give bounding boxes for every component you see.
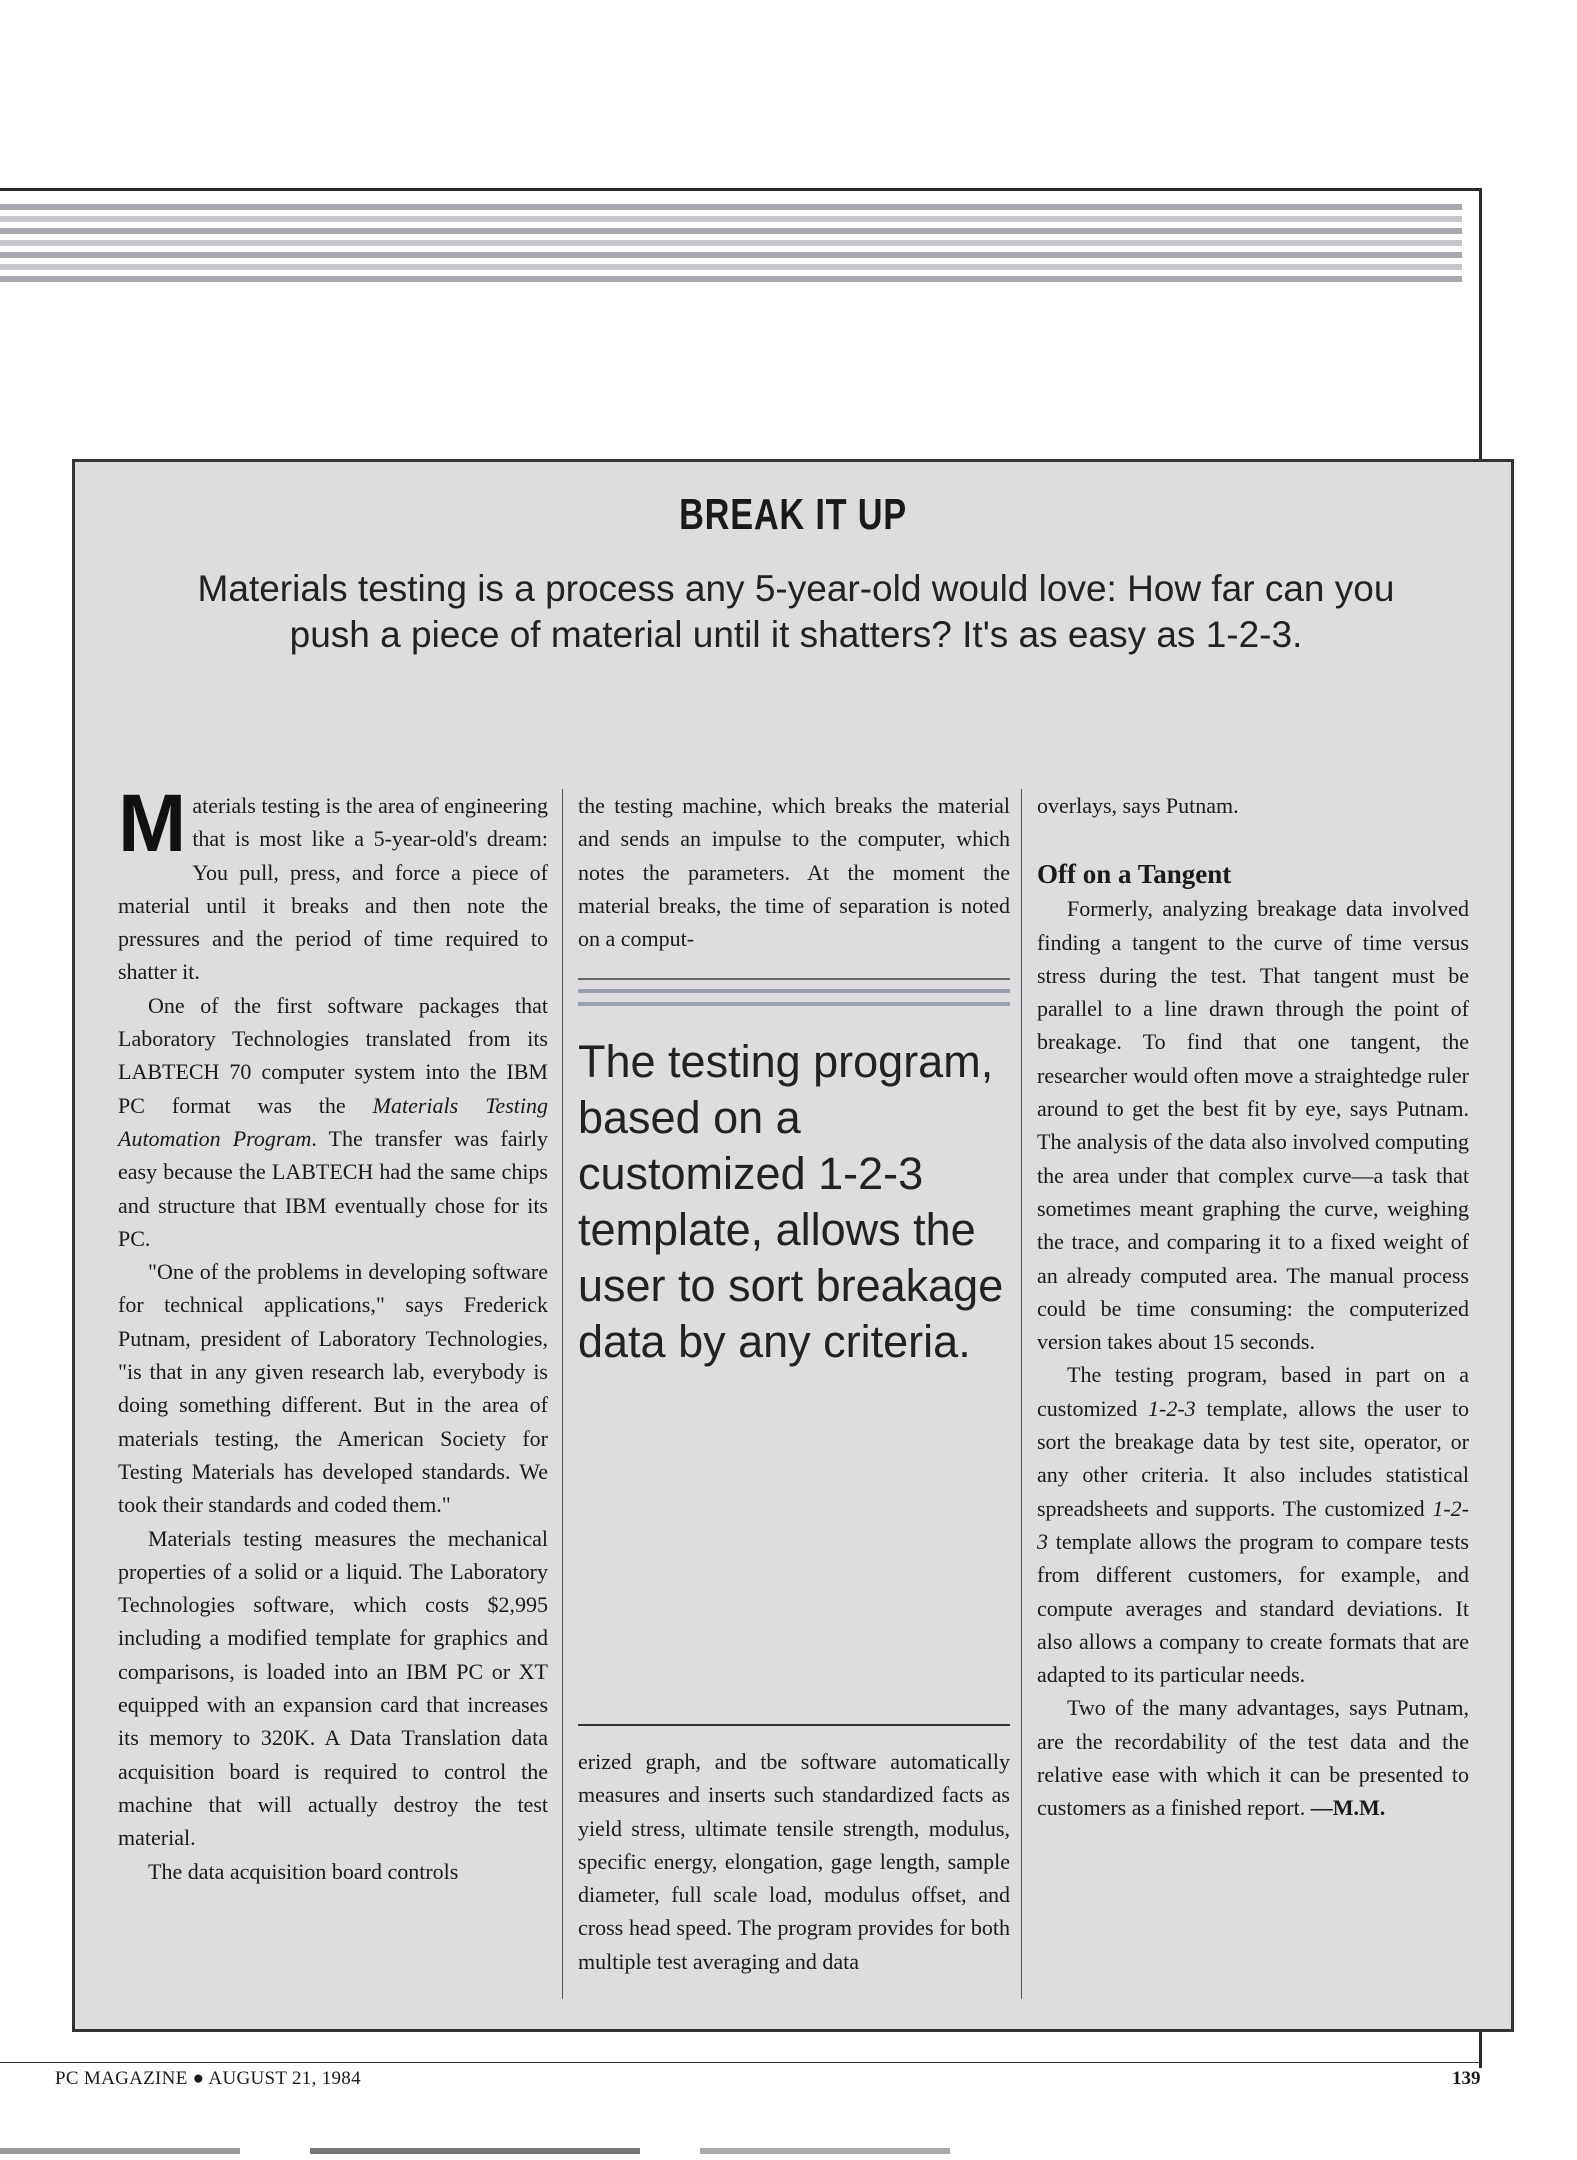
header-stripes — [0, 204, 1462, 288]
subhead: Off on a Tangent — [1037, 859, 1232, 890]
bottom-mark-2 — [310, 2148, 640, 2154]
col1-paragraph-2: One of the first software packages that Laboratory Technologies translated from its LABTECH 70 computer system into the IBM PC format was the Materials Testing Automation Program. The transfer was fairly easy because the LABTECH had the same chips and structure that IBM eventually chose for its PC. — [118, 992, 549, 1251]
col3-paragraph-3: Two of the many advantages, says Putnam, are the recordability of the test data and the relative ease with which it can be presented to customers as a finished report. —M.M. — [1037, 1695, 1469, 1821]
col2-paragraph-bottom: erized graph, and tbe software automatically measures and inserts such standardized facts as yield stress, ultimate tensile strength, modulus, specific energy, elongation, gage length, sample diameter, full scale load, modulus offset, and cross head speed. The program provides for both multiple test averaging and data — [578, 1749, 1010, 1974]
program-name: Materials Testing Automation Program — [118, 1092, 548, 1151]
bottom-mark-3 — [700, 2148, 950, 2154]
pullquote-rules — [578, 978, 1010, 1034]
col1-paragraph-3: "One of the problems in developing software for technical applications," says Frederick Putnam, president of Laboratory Technologies, "is that in any given research lab, everybody is doing something different. But in the area of materials testing, the American Society for Testing Materials has developed standards. We took their standards and coded them." — [118, 1259, 548, 1518]
column-1 — [118, 778, 549, 1888]
drop-cap: M — [118, 778, 187, 869]
sidebar-title: BREAK IT UP — [679, 490, 907, 539]
sidebar-deck: Materials testing is a process any 5-year-old would love: How far can you push a piece of material until it shatters? It's as easy as 1-2-3. — [197, 568, 1395, 655]
footer-rule — [0, 2062, 1482, 2063]
bottom-mark-1 — [0, 2148, 240, 2154]
col3-paragraph-0: overlays, says Putnam. — [1037, 793, 1239, 818]
col3-paragraph-1: Formerly, analyzing breakage data involved finding a tangent to the curve of time versus stress during the test. That tangent must be parallel to a line drawn through the point of breakage. To find that one tangent, the researcher would often move a straightedge ruler around to get the best fit by eye, says Putnam. The analysis of the data also involved computing the area under that complex curve—a task that sometimes meant graphing the curve, weighing the trace, and comparing it to a fixed weight of an already computed area. The manual process could be time consuming: the computerized version takes about 15 seconds. — [1037, 896, 1469, 1355]
col2-paragraph-top: the testing machine, which breaks the material and sends an impulse to the computer, which notes the parameters. At the moment the material breaks, the time of separation is noted on a comput- — [578, 793, 1010, 952]
column-rule-1 — [562, 789, 563, 1999]
author-signoff: —M.M. — [1305, 1795, 1386, 1821]
column-2-bottom — [578, 1745, 1010, 1978]
col1-paragraph-4: Materials testing measures the mechanical properties of a solid or a liquid. The Laboratory Technologies software, which costs $2,995 including a modified template for graphics and comparisons, is loaded into an IBM PC or XT equipped with an expansion card that increases its memory to 320K. A Data Translation data acquisition board is required to control the machine that will actually destroy the test material. — [118, 1525, 548, 1851]
footer-publication: PC MAGAZINE ● AUGUST 21, 1984 — [55, 2068, 361, 2089]
page-number: 139 — [1452, 2068, 1481, 2089]
col1-paragraph-5: The data acquisition board controls — [148, 1858, 459, 1884]
pullquote-bottom-rule — [578, 1724, 1010, 1726]
column-rule-2 — [1021, 789, 1022, 1999]
pullquote: The testing program, based on a customized 1-2-3 template, allows the user to sort breakage data by any criteria. — [578, 1036, 1004, 1367]
column-3 — [1037, 789, 1469, 1825]
frame-top-rule — [0, 188, 1482, 191]
sidebar-box — [72, 459, 1514, 2032]
col1-paragraph-1: Materials testing is the area of engineering that is most like a 5-year-old's dream: You pull, press, and force a piece of material until it breaks and then note the pressures and the period of time required to shatter it. — [118, 778, 548, 985]
col3-paragraph-2: The testing program, based in part on a customized 1-2-3 template, allows the user to sort the breakage data by test site, operator, or any other criteria. It also includes statistical spreadsheets and supports. The customized 1-2-3 template allows the program to compare tests from different customers, for example, and compute averages and standard deviations. It also allows a company to create formats that are adapted to its particular needs. — [1037, 1362, 1469, 1688]
column-2-top — [578, 789, 1010, 955]
